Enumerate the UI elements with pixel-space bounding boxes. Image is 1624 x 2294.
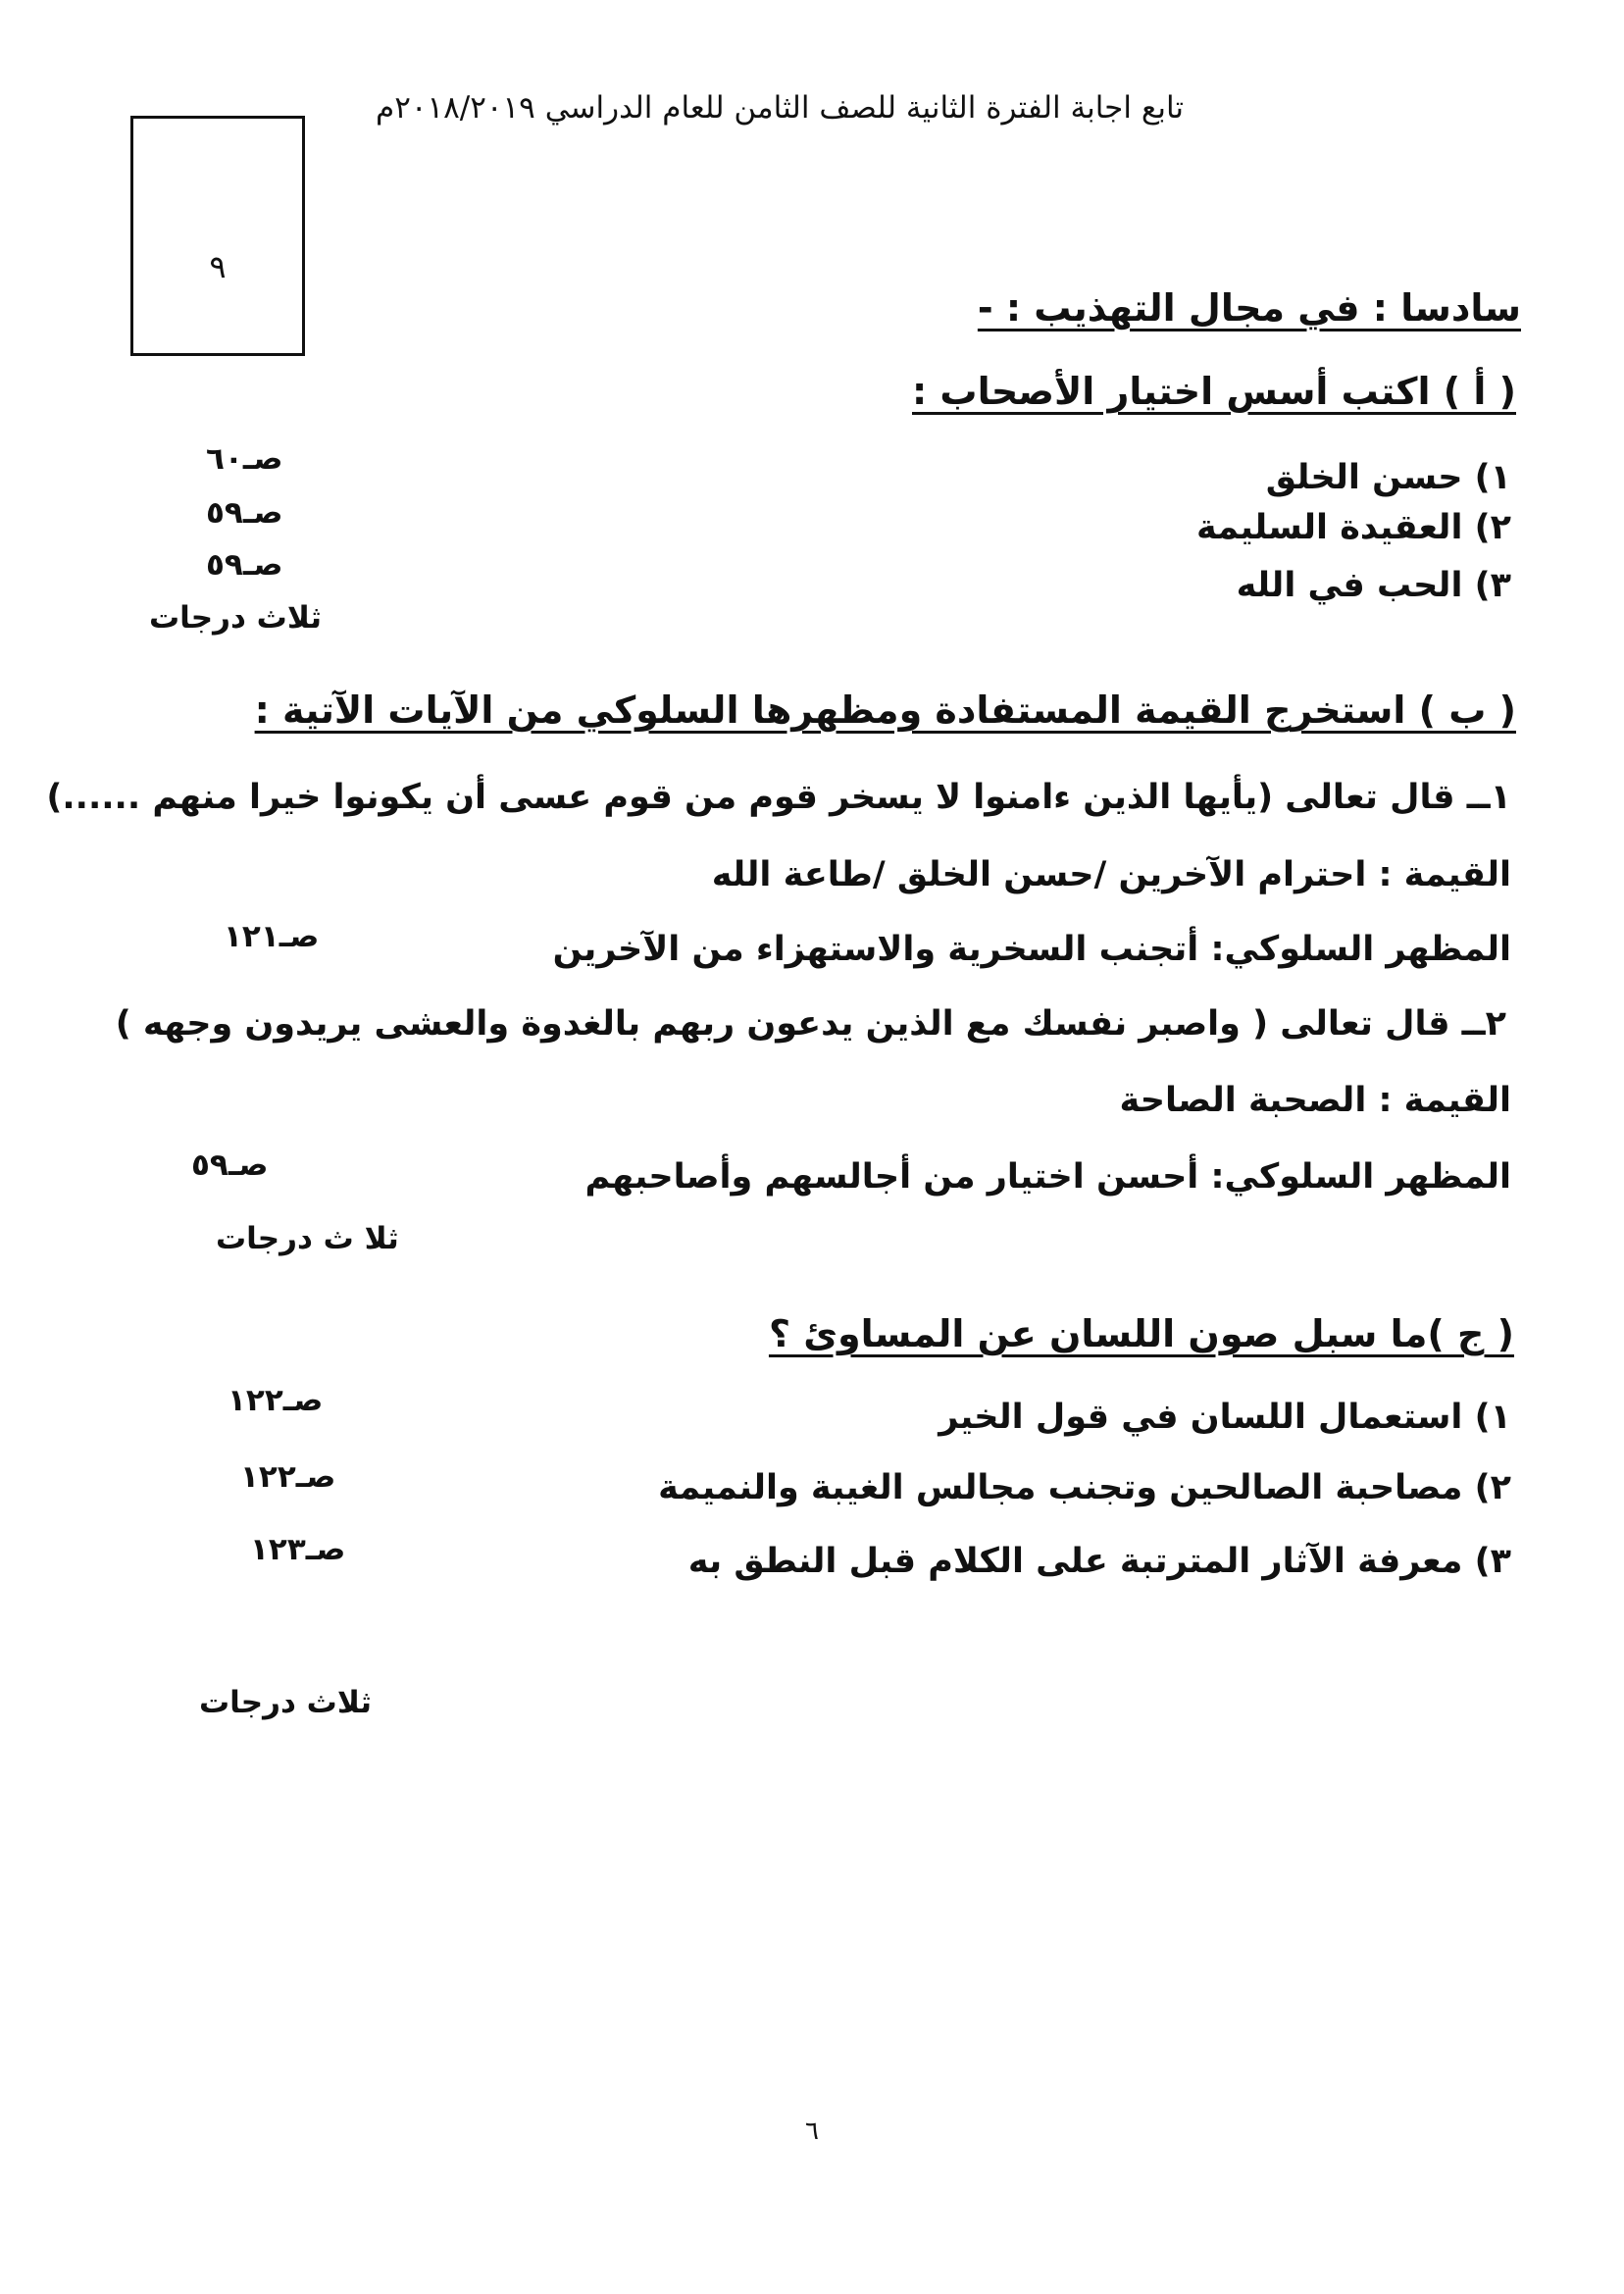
part-b-verse-2: ٢ــ قال تعالى ( واصبر نفسك مع الذين يدعون ربهم بالغدوة والعشى يريدون وجهه ) [115,1004,1506,1044]
part-b-value-1: القيمة : احترام الآخرين /حسن الخلق /طاعة الله [711,855,1511,894]
page-footer-number: ٦ [805,2116,819,2146]
part-c-heading: ( ج )ما سبل صون اللسان عن المساوئ ؟ [768,1312,1514,1355]
section-title: سادسا : في مجال التهذيب : - [977,286,1521,330]
part-c-ref-1: صـ١٢٢ [228,1383,324,1418]
part-b-heading: ( ب ) استخرج القيمة المستفادة ومظهرها السلوكي من الآيات الآتية : [254,688,1516,732]
part-b-value-2: القيمة : الصحبة الصاحة [1119,1081,1511,1120]
part-a-item-1: ١) حسن الخلق [1265,458,1511,497]
page-number-box [130,116,305,356]
part-a-heading: ( أ ) اكتب أسس اختيار الأصحاب : [912,370,1516,413]
part-b-ref-1: صـ١٢١ [224,919,320,954]
part-b-grade: ثلا ث درجات [216,1221,399,1256]
page-box-number: ٩ [209,248,227,285]
part-a-grade: ثلاث درجات [149,600,323,636]
part-c-item-1: ١) استعمال اللسان في قول الخير [939,1398,1511,1437]
part-c-ref-2: صـ١٢٢ [240,1459,336,1495]
part-b-behavior-1: المظهر السلوكي: أتجنب السخرية والاستهزاء من الآخرين [552,930,1511,969]
part-a-ref-2: صـ٥٩ [206,495,283,531]
part-c-item-3: ٣) معرفة الآثار المترتبة على الكلام قبل النطق به [687,1542,1511,1581]
part-c-ref-3: صـ١٢٣ [250,1532,346,1567]
part-a-ref-3: صـ٥٩ [206,547,283,583]
part-a-ref-1: صـ٦٠ [206,441,283,477]
part-b-ref-2: صـ٥٩ [191,1147,269,1183]
part-c-item-2: ٢) مصاحبة الصالحين وتجنب مجالس الغيبة والنميمة [658,1468,1511,1507]
part-b-verse-1: ١ــ قال تعالى (يأيها الذين ءامنوا لا يسخر قوم من قوم عسى أن يكونوا خيرا منهم ......) [46,778,1511,817]
part-a-item-3: ٣) الحب في الله [1236,566,1511,605]
part-c-grade: ثلاث درجات [199,1685,373,1720]
page-header: تابع اجابة الفترة الثانية للصف الثامن للعام الدراسي ٢٠١٨/٢٠١٩م [375,90,1185,126]
part-b-behavior-2: المظهر السلوكي: أحسن اختيار من أجالسهم وأصاحبهم [584,1157,1511,1197]
part-a-item-2: ٢) العقيدة السليمة [1195,508,1511,547]
